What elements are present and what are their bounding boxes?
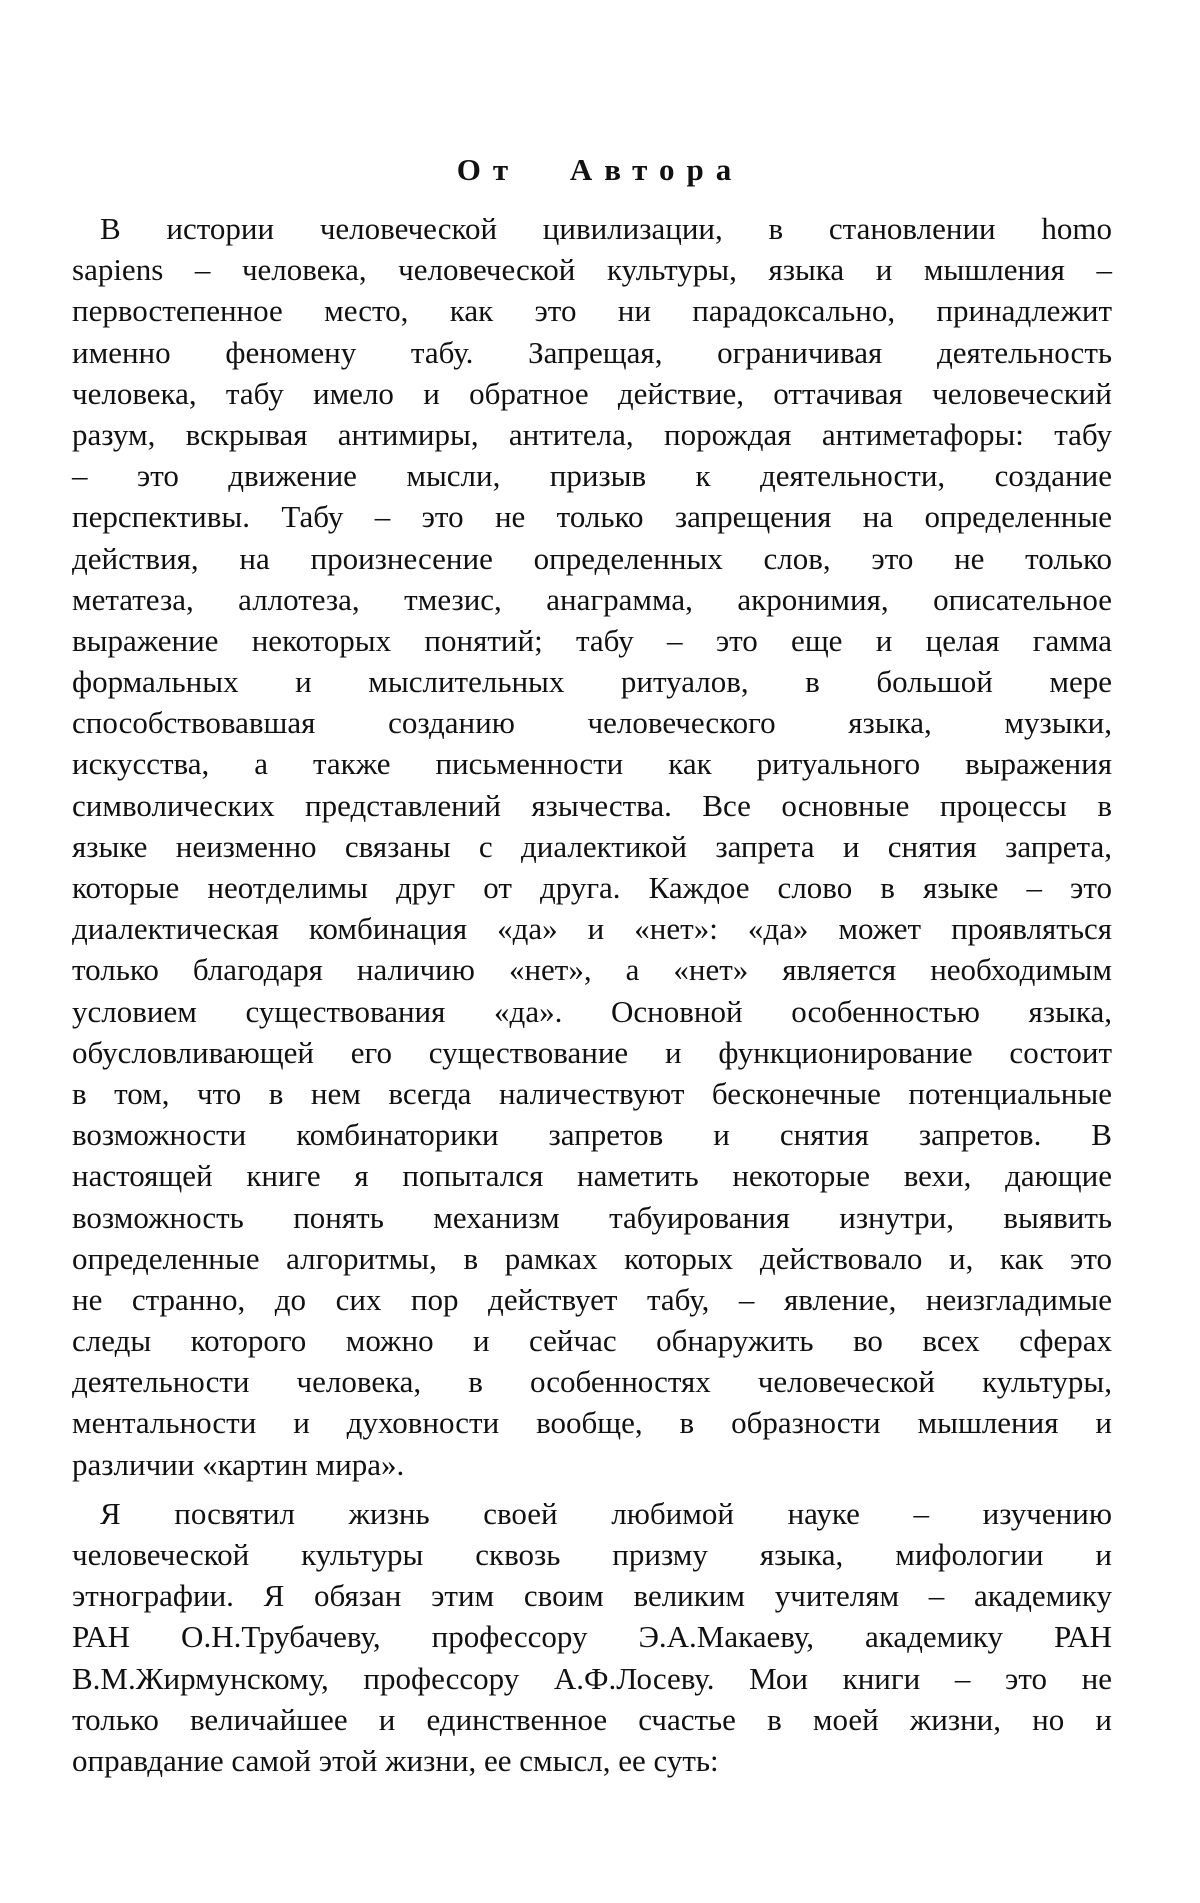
- text-line: деятельности человека, в особенностях человеческой культуры,: [72, 1364, 1112, 1400]
- text-line: В.М.Жирмунскому, профессору А.Ф.Лосеву. Мои книги – это не: [72, 1660, 1112, 1696]
- text-line: способствовавшая созданию человеческого языка, музыки,: [72, 705, 1112, 741]
- text-line: – это движение мысли, призыв к деятельности, создание: [72, 458, 1112, 494]
- paragraph-1: [72, 208, 1112, 1485]
- text-line: ментальности и духовности вообще, в образности мышления и: [72, 1405, 1112, 1441]
- text-line: разум, вскрывая антимиры, антитела, порождая антиметафоры: табу: [72, 416, 1112, 452]
- text-line: человека, табу имело и обратное действие, оттачивая человеческий: [72, 375, 1112, 411]
- text-line: РАН О.Н.Трубачеву, профессору Э.А.Макаеву, академику РАН: [72, 1619, 1112, 1655]
- text-line: в том, что в нем всегда наличествуют бесконечные потенциальные: [72, 1075, 1112, 1111]
- body-text: [72, 208, 1112, 1781]
- text-line: возможности комбинаторики запретов и снятия запретов. В: [72, 1117, 1112, 1153]
- text-line: определенные алгоритмы, в рамках которых действовало и, как это: [72, 1240, 1112, 1276]
- text-line: перспективы. Табу – это не только запрещения на определенные: [72, 499, 1112, 535]
- text-line: не странно, до сих пор действует табу, – явление, неизгладимые: [72, 1281, 1112, 1317]
- text-line: языке неизменно связаны с диалектикой запрета и снятия запрета,: [72, 828, 1112, 864]
- text-line: обусловливающей его существование и функционирование состоит: [72, 1034, 1112, 1070]
- text-line: только величайшее и единственное счастье в моей жизни, но и: [72, 1701, 1112, 1737]
- text-line: искусства, а также письменности как ритуального выражения: [72, 746, 1112, 782]
- text-line: действия, на произнесение определенных слов, это не только: [72, 540, 1112, 576]
- paragraph-gap: [72, 1485, 1112, 1493]
- text-line: оправдание самой этой жизни, ее смысл, ее суть:: [72, 1742, 719, 1778]
- text-line: различии «картин мира».: [72, 1446, 405, 1482]
- text-line: настоящей книге я попытался наметить некоторые вехи, дающие: [72, 1158, 1112, 1194]
- text-line: первостепенное место, как это ни парадоксально, принадлежит: [72, 293, 1112, 329]
- text-line: В истории человеческой цивилизации, в становлении homo: [100, 211, 1112, 246]
- text-line: которые неотделимы друг от друга. Каждое слово в языке – это: [72, 870, 1112, 905]
- text-line: sapiens – человека, человеческой культуры, языка и мышления –: [72, 252, 1112, 288]
- text-line: символических представлений язычества. Все основные процессы в: [72, 787, 1112, 823]
- text-line: метатеза, аллотеза, тмезис, анаграмма, акронимия, описательное: [72, 581, 1112, 617]
- page-title: От Автора: [456, 152, 744, 187]
- text-line: диалектическая комбинация «да» и «нет»: «да» может проявляться: [72, 911, 1112, 947]
- text-line: Я посвятил жизнь своей любимой науке – изучению: [100, 1495, 1112, 1531]
- text-line: именно феномену табу. Запрещая, ограничивая деятельность: [72, 334, 1112, 370]
- text-line: этнографии. Я обязан этим своим великим учителям – академику: [72, 1578, 1112, 1614]
- text-line: человеческой культуры сквозь призму языка, мифологии и: [72, 1537, 1112, 1572]
- text-line: условием существования «да». Основной особенностью языка,: [72, 993, 1112, 1029]
- text-line: только благодаря наличию «нет», а «нет» является необходимым: [72, 952, 1112, 988]
- text-line: выражение некоторых понятий; табу – это еще и целая гамма: [72, 622, 1112, 658]
- text-line: формальных и мыслительных ритуалов, в большой мере: [72, 664, 1112, 700]
- text-line: возможность понять механизм табуирования изнутри, выявить: [72, 1199, 1112, 1235]
- text-line: следы которого можно и сейчас обнаружить во всех сферах: [72, 1323, 1112, 1359]
- paragraph-2: [72, 1493, 1112, 1781]
